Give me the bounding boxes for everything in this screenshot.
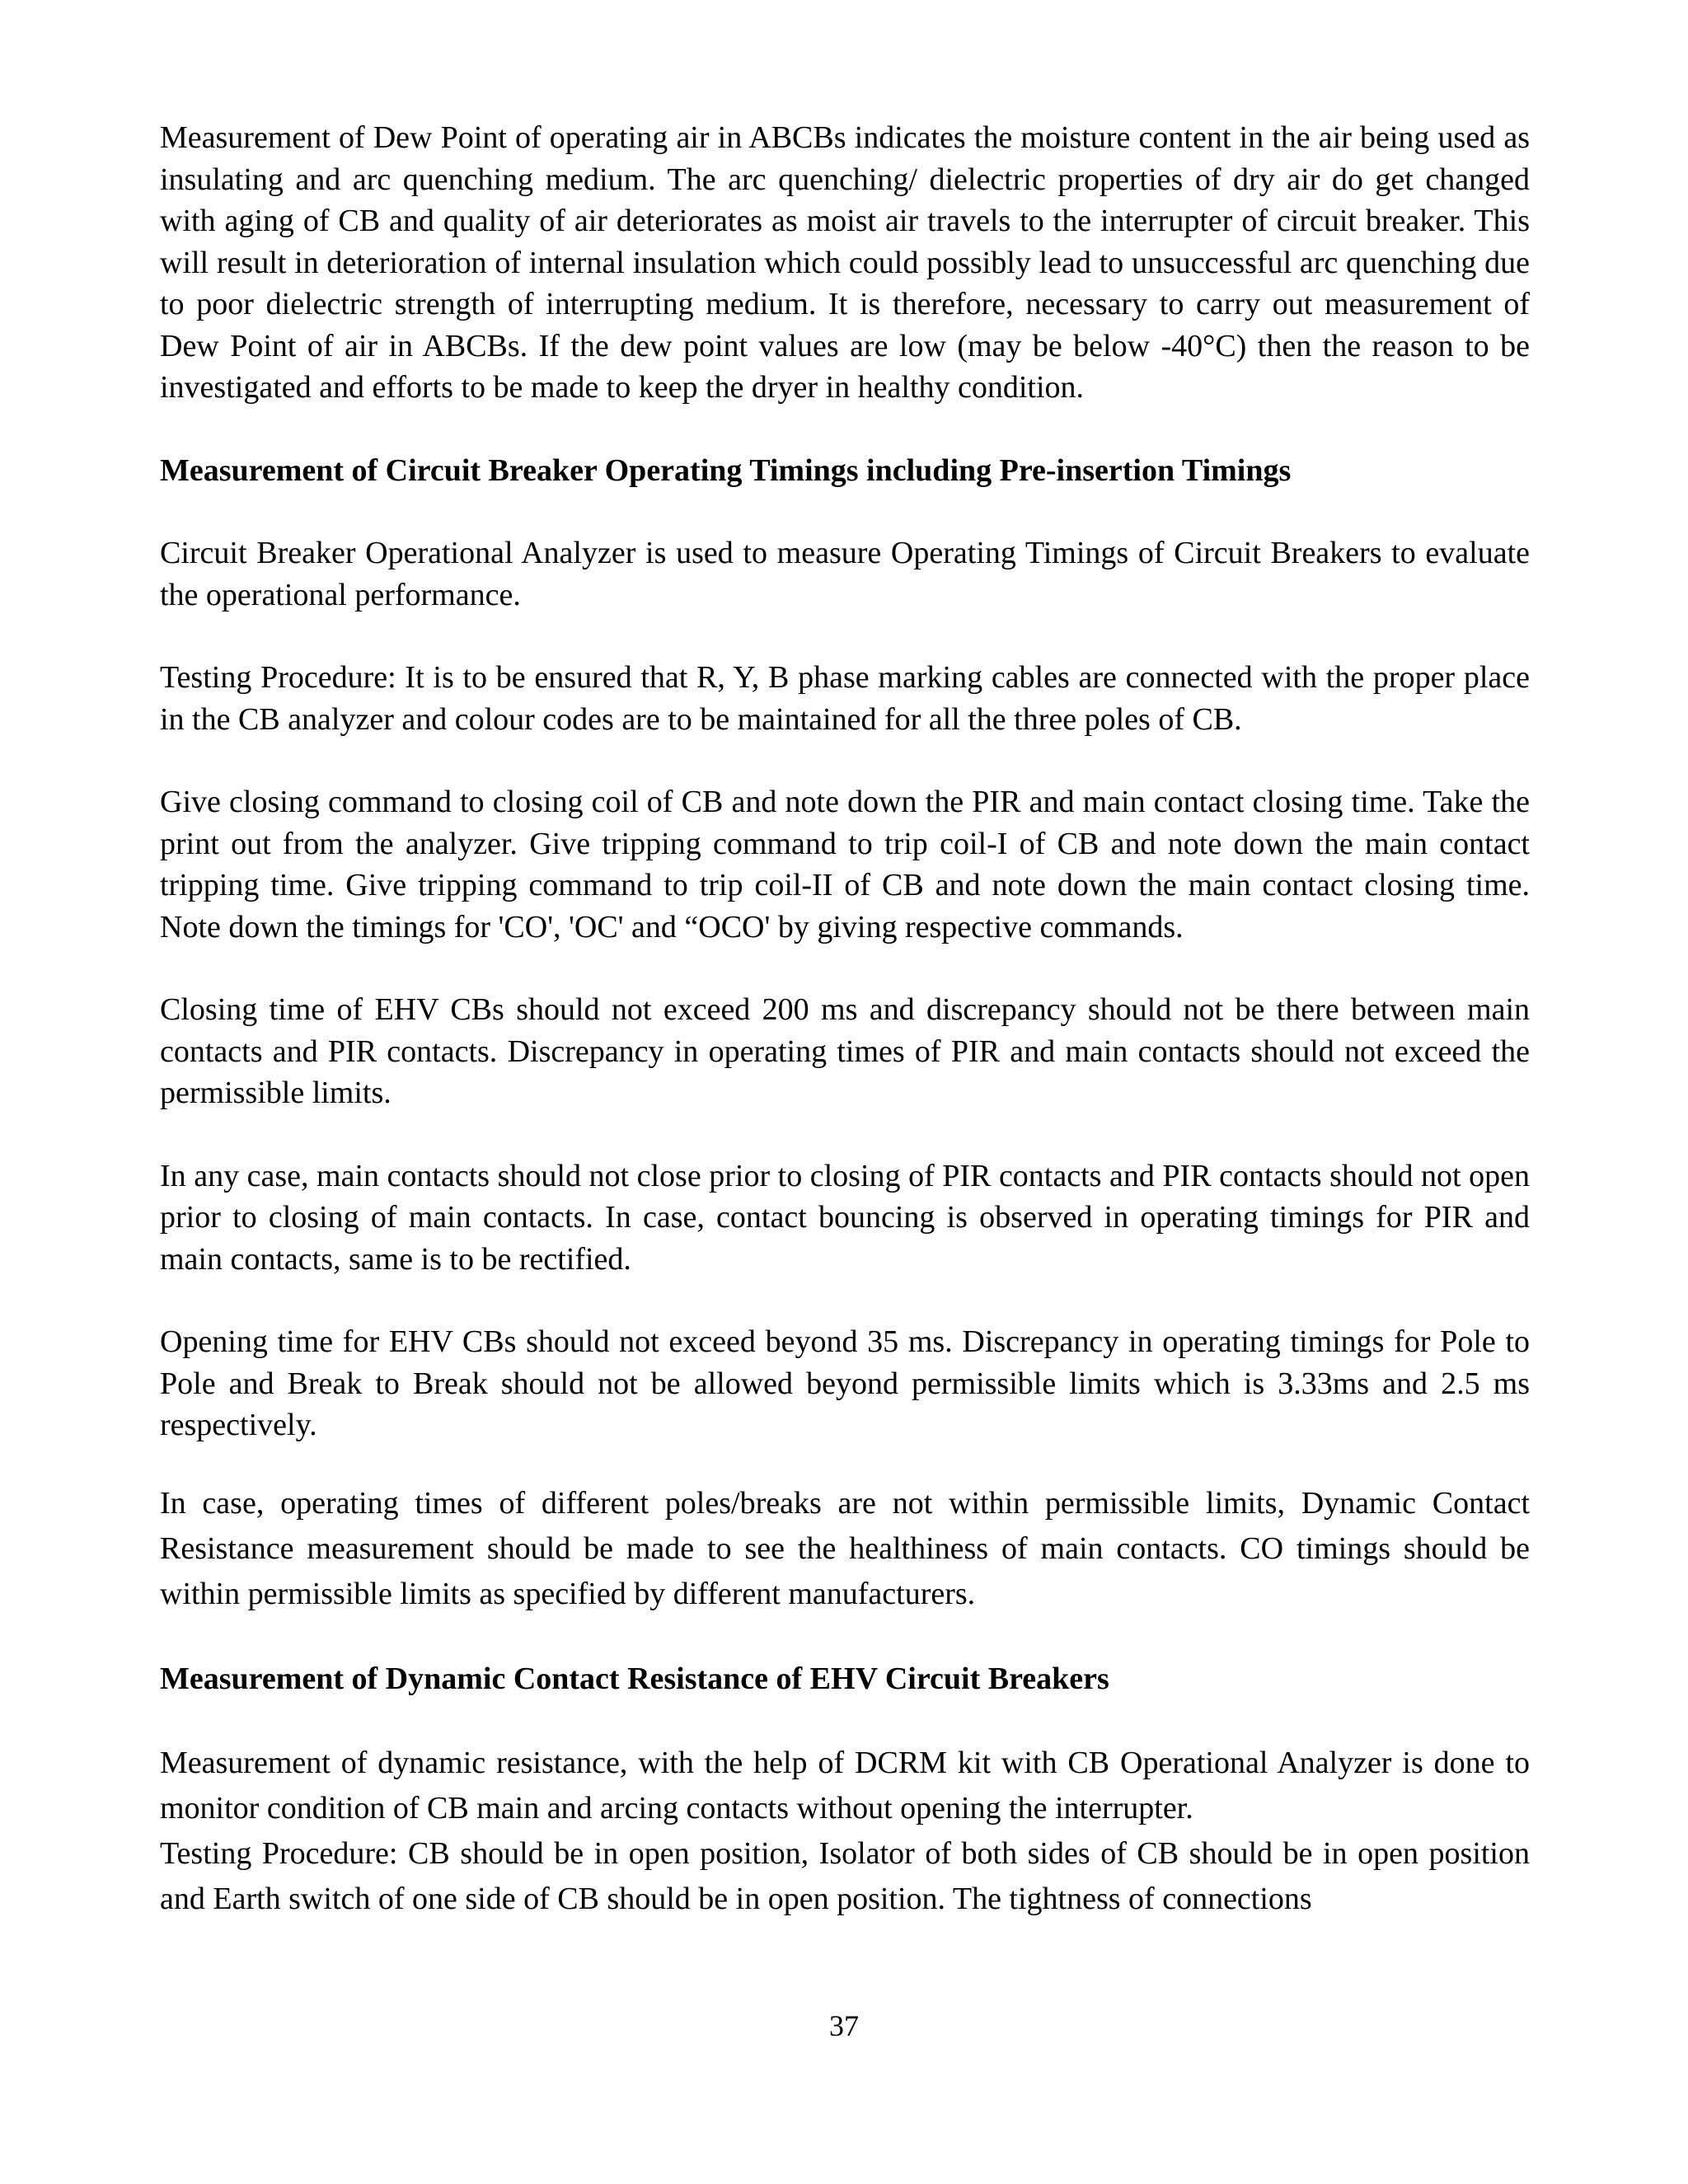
paragraph-testing-procedure-2: Testing Procedure: CB should be in open position, Isolator of both sides of CB should be in open position and Earth switch of one side of CB should be in open position. The tightness of connections (160, 1836, 1530, 1916)
paragraph-dcrm-needed: In case, operating times of different poles/breaks are not within permissible limits, Dynamic Contact Resistance measurement should be made to see the healthiness of main contacts. CO timings should be within permissible limits as specified by different manufacturers. (160, 1485, 1530, 1611)
paragraph-analyzer-intro: Circuit Breaker Operational Analyzer is used to measure Operating Timings of Circuit Breakers to evaluate the operational performance. (160, 536, 1530, 612)
paragraph-dcrm-intro: Measurement of dynamic resistance, with the help of DCRM kit with CB Operational Analyzer is done to monitor condition of CB main and arcing contacts without opening the interrupter. (160, 1746, 1530, 1825)
paragraph-opening-time: Opening time for EHV CBs should not exceed beyond 35 ms. Discrepancy in operating timings for Pole to Pole and Break to Break should not be allowed beyond permissible limits which is 3.33ms and 2.5 ms respectively. (160, 1324, 1530, 1442)
heading-dynamic-contact-resistance: Measurement of Dynamic Contact Resistance of EHV Circuit Breakers (160, 1661, 1109, 1696)
paragraph-pir-contacts: In any case, main contacts should not close prior to closing of PIR contacts and PIR contacts should not open prior to closing of main contacts. In case, contact bouncing is observed in operating timings for PIR and main contacts, same is to be rectified. (160, 1158, 1530, 1277)
page-number: 37 (829, 2009, 859, 2042)
paragraph-closing-command: Give closing command to closing coil of CB and note down the PIR and main contact closing time. Take the print out from the analyzer. Give tripping command to trip coil-I of CB and note down the main contact tripping time. Give tripping command to trip coil-II of CB and note down the main contact closing time. Note down the timings for 'CO', 'OC' and “OCO' by giving respective commands. (160, 785, 1530, 944)
paragraph-dew-point: Measurement of Dew Point of operating air in ABCBs indicates the moisture content in the air being used as insulating and arc quenching medium. The arc quenching/ dielectric properties of dry air do get changed with aging of CB and quality of air deteriorates as moist air travels to the interrupter of circuit breaker. This will result in deterioration of internal insulation which could possibly lead to unsuccessful arc quenching due to poor dielectric strength of interrupting medium. It is therefore, necessary to carry out measurement of Dew Point of air in ABCBs. If the dew point values are low (may be below -40°C) then the reason to be investigated and efforts to be made to keep the dryer in healthy condition. (160, 120, 1530, 405)
paragraph-closing-time: Closing time of EHV CBs should not exceed 200 ms and discrepancy should not be there between main contacts and PIR contacts. Discrepancy in operating times of PIR and main contacts should not exceed the permissible limits. (160, 992, 1530, 1110)
document-page (160, 117, 1530, 1922)
paragraph-testing-procedure-1: Testing Procedure: It is to be ensured that R, Y, B phase marking cables are connected with the proper place in the CB analyzer and colour codes are to be maintained for all the three poles of CB. (160, 660, 1530, 737)
heading-operating-timings: Measurement of Circuit Breaker Operating Timings including Pre-insertion Timings (160, 452, 1292, 488)
